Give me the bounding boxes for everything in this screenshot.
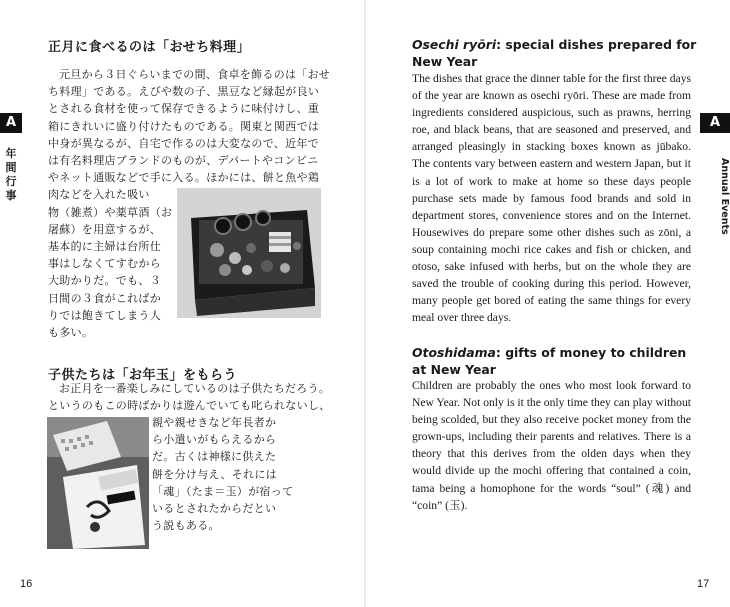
en-title-rest: : gifts of money to children at New Year [412, 345, 687, 377]
en-title-rest: : special dishes prepared for New Year [412, 37, 697, 69]
jp-section-title-otoshidama: 子供たちは「お年玉」をもらう [48, 368, 238, 383]
jp-paragraph-otoshidama-wrap: 親や親せきなど年長者か ら小遣いがもらえるから だ。古くは神様に供えた 餅を分け与え、それには 「魂」（たま＝玉）が宿って いるとされたからだとい う説もある。 [152, 416, 294, 533]
page-number-right: 17 [697, 578, 710, 590]
chapter-label-jp: 年 間 行 事 [5, 147, 17, 202]
envelopes-illustration [47, 417, 149, 549]
en-section-title-otoshidama [412, 344, 702, 378]
page-number-left: 16 [20, 578, 33, 590]
jp-section-title-osechi: 正月に食べるのは「おせち料理」 [48, 40, 251, 55]
jp-paragraph-otoshidama: お正月を一番楽しみにしているのは子供たちだろう。 というのもこの時ばかりは遊んでいても叱られないし、 [48, 382, 331, 413]
chapter-label-en: Annual Events [719, 158, 730, 235]
otoshidama-photo [47, 417, 149, 549]
osechi-photo [177, 188, 321, 318]
jp-paragraph-osechi: 元旦から３日ぐらいまでの間、食卓を飾るのは「おせ ち料理」である。えびや数の子、黒豆など縁起が良い とされる食材を使って保存できるように味付けし、重 箱にきれいに盛り付けたものである。関東と関西では 中身が異なるが、自宅で作るのは大変なので、近年で は有名料理店ブランドのものが、デパートやコンビニ やネット通販などで手に入る。ほかには、餅と魚や鶏 肉などを入れた吸い 物（雑煮）や薬草酒（お 屠蘇）を用意するが、 基本的に主婦は台所仕 事はしなくてすむから 大助かりだ。でも、３ 日間の３食がこればか りでは飽きてしまう人 も多い。 [48, 68, 330, 340]
en-title-keyword: Otoshidama [412, 345, 496, 360]
en-section-title-osechi [412, 36, 702, 70]
chapter-tab-left: A [0, 113, 22, 133]
en-paragraph-otoshidama: Children are probably the ones who most look forward to New Year. Not only is it the only time they can play without being scolded, but they also receive pocket money from the grown-ups, including their parents and relatives. There is a theory that this derives from the olden days when they would divide up the mochi offering that contained a coin, tama being a homophone for the words “soul” (魂) and “coin” (玉). [412, 379, 691, 512]
book-gutter [364, 0, 366, 607]
chapter-tab-right: A [700, 113, 730, 133]
en-title-keyword: Osechi ryōri [412, 37, 497, 52]
jubako-illustration [177, 188, 321, 318]
en-paragraph-osechi: The dishes that grace the dinner table for the first three days of the year are known as osechi ryōri. These are made from ingredients considered auspicious, such as prawns, herring roe, and black beans, that are seasoned and preserved, and arranged pleasingly in stacking boxes known as jūbako. The contents vary between eastern and western Japan, but it is a lot of work to make at home so these days people purchase sets made by famous food brands and sold in department stores, convenience stores and on the Internet. Housewives do prepare some other dishes such as zōni, a soup containing mochi rice cakes and fish or chicken, and otoso, sake infused with herbs, but on the whole they are saved the trouble of cooking during this period. However, many people get bored of eating the same things for every meal over three days. [412, 72, 691, 325]
